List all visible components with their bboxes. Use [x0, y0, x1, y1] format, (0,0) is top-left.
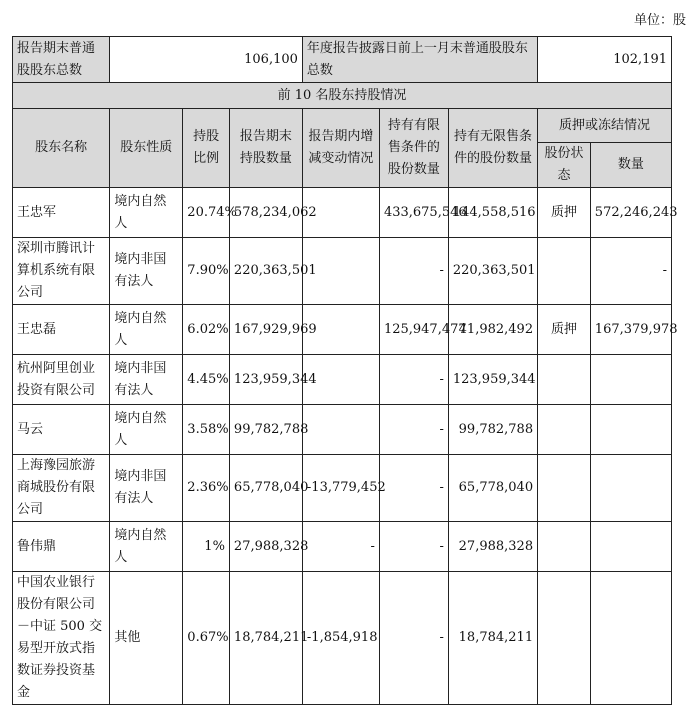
shareholder-rows	[13, 188, 678, 705]
unrestricted-shares: 18,784,211	[448, 572, 537, 705]
shareholder-nature: 境内非国有法人	[110, 355, 183, 405]
header-nature: 股东性质	[110, 109, 183, 188]
section-title-row	[13, 83, 672, 109]
header-name: 股东名称	[13, 109, 110, 188]
summary-label-total-holders: 报告期末普通股股东总数	[13, 37, 110, 83]
header-pledge-qty: 数量	[590, 143, 671, 188]
restricted-shares: -	[379, 572, 448, 705]
pledge-status	[538, 455, 591, 522]
shares-held: 578,234,062	[229, 188, 302, 238]
shareholder-name: 杭州阿里创业投资有限公司	[13, 355, 110, 405]
table-row	[13, 305, 672, 355]
holding-ratio: 0.67%	[183, 572, 230, 705]
summary-value-prior-month-holders: 102,191	[538, 37, 672, 83]
header-shares-end: 报告期末持股数量	[229, 109, 302, 188]
change-in-period: -13,779,452	[302, 455, 379, 522]
shares-held: 123,959,344	[229, 355, 302, 405]
summary-row	[13, 37, 672, 83]
restricted-shares: -	[379, 522, 448, 572]
shares-held: 18,784,211	[229, 572, 302, 705]
holding-ratio: 7.90%	[183, 238, 230, 305]
pledge-status	[538, 572, 591, 705]
shareholder-nature: 境内自然人	[110, 405, 183, 455]
unrestricted-shares: 99,782,788	[448, 405, 537, 455]
shareholder-name: 上海豫园旅游商城股份有限公司	[13, 455, 110, 522]
shareholder-nature: 其他	[110, 572, 183, 705]
holding-ratio: 20.74%	[183, 188, 230, 238]
holding-ratio: 3.58%	[183, 405, 230, 455]
table-row	[13, 405, 672, 455]
pledge-status	[538, 355, 591, 405]
shareholder-nature: 境内自然人	[110, 188, 183, 238]
shareholder-name: 鲁伟鼎	[13, 522, 110, 572]
shares-held: 27,988,328	[229, 522, 302, 572]
pledge-quantity	[590, 355, 671, 405]
unrestricted-shares: 144,558,516	[448, 188, 537, 238]
shareholder-name: 王忠磊	[13, 305, 110, 355]
header-unrestricted: 持有无限售条件的股份数量	[448, 109, 537, 188]
shareholder-name: 马云	[13, 405, 110, 455]
header-pledge-group: 质押或冻结情况	[538, 109, 672, 143]
shares-held: 65,778,040	[229, 455, 302, 522]
pledge-status	[538, 522, 591, 572]
pledge-quantity: 572,246,243	[590, 188, 671, 238]
pledge-quantity: 167,379,978	[590, 305, 671, 355]
table-row	[13, 355, 672, 405]
shareholder-nature: 境内自然人	[110, 522, 183, 572]
pledge-status: 质押	[538, 305, 591, 355]
shares-held: 167,929,969	[229, 305, 302, 355]
table-row	[13, 188, 672, 238]
header-change: 报告期内增减变动情况	[302, 109, 379, 188]
header-ratio: 持股比例	[183, 109, 230, 188]
summary-value-total-holders: 106,100	[110, 37, 303, 83]
pledge-status	[538, 238, 591, 305]
unrestricted-shares: 27,988,328	[448, 522, 537, 572]
unrestricted-shares: 65,778,040	[448, 455, 537, 522]
table-row	[13, 238, 672, 305]
unrestricted-shares: 220,363,501	[448, 238, 537, 305]
unit-label: 单位：股	[633, 13, 686, 28]
pledge-quantity: -	[590, 238, 671, 305]
change-in-period: -	[302, 522, 379, 572]
pledge-quantity	[590, 405, 671, 455]
header-restricted: 持有有限售条件的股份数量	[379, 109, 448, 188]
pledge-status	[538, 405, 591, 455]
restricted-shares: 433,675,546	[379, 188, 448, 238]
pledge-quantity	[590, 572, 671, 705]
holding-ratio: 6.02%	[183, 305, 230, 355]
shareholder-name: 中国农业银行股份有限公司－中证 500 交易型开放式指数证券投资基金	[13, 572, 110, 705]
restricted-shares: 125,947,477	[379, 305, 448, 355]
unrestricted-shares: 123,959,344	[448, 355, 537, 405]
shareholder-nature: 境内自然人	[110, 305, 183, 355]
change-in-period: -1,854,918	[302, 572, 379, 705]
restricted-shares: -	[379, 405, 448, 455]
summary-label-prior-month-holders: 年度报告披露日前上一月末普通股股东总数	[302, 37, 537, 83]
restricted-shares: -	[379, 455, 448, 522]
pledge-quantity	[590, 455, 671, 522]
section-title: 前 10 名股东持股情况	[13, 83, 672, 109]
header-pledge-status: 股份状态	[538, 143, 591, 188]
pledge-quantity	[590, 522, 671, 572]
table-row	[13, 572, 672, 705]
unrestricted-shares: 41,982,492	[448, 305, 537, 355]
holding-ratio: 2.36%	[183, 455, 230, 522]
table-row	[13, 455, 672, 522]
shareholder-nature: 境内非国有法人	[110, 238, 183, 305]
shares-held: 99,782,788	[229, 405, 302, 455]
change-in-period	[302, 405, 379, 455]
shareholder-name: 王忠军	[13, 188, 110, 238]
restricted-shares: -	[379, 238, 448, 305]
table-row	[13, 522, 672, 572]
header-row-1	[13, 109, 672, 143]
shareholder-nature: 境内非国有法人	[110, 455, 183, 522]
holding-ratio: 1%	[183, 522, 230, 572]
shareholder-name: 深圳市腾讯计算机系统有限公司	[13, 238, 110, 305]
holding-ratio: 4.45%	[183, 355, 230, 405]
top-shareholders-table	[12, 36, 678, 705]
restricted-shares: -	[379, 355, 448, 405]
pledge-status: 质押	[538, 188, 591, 238]
shares-held: 220,363,501	[229, 238, 302, 305]
